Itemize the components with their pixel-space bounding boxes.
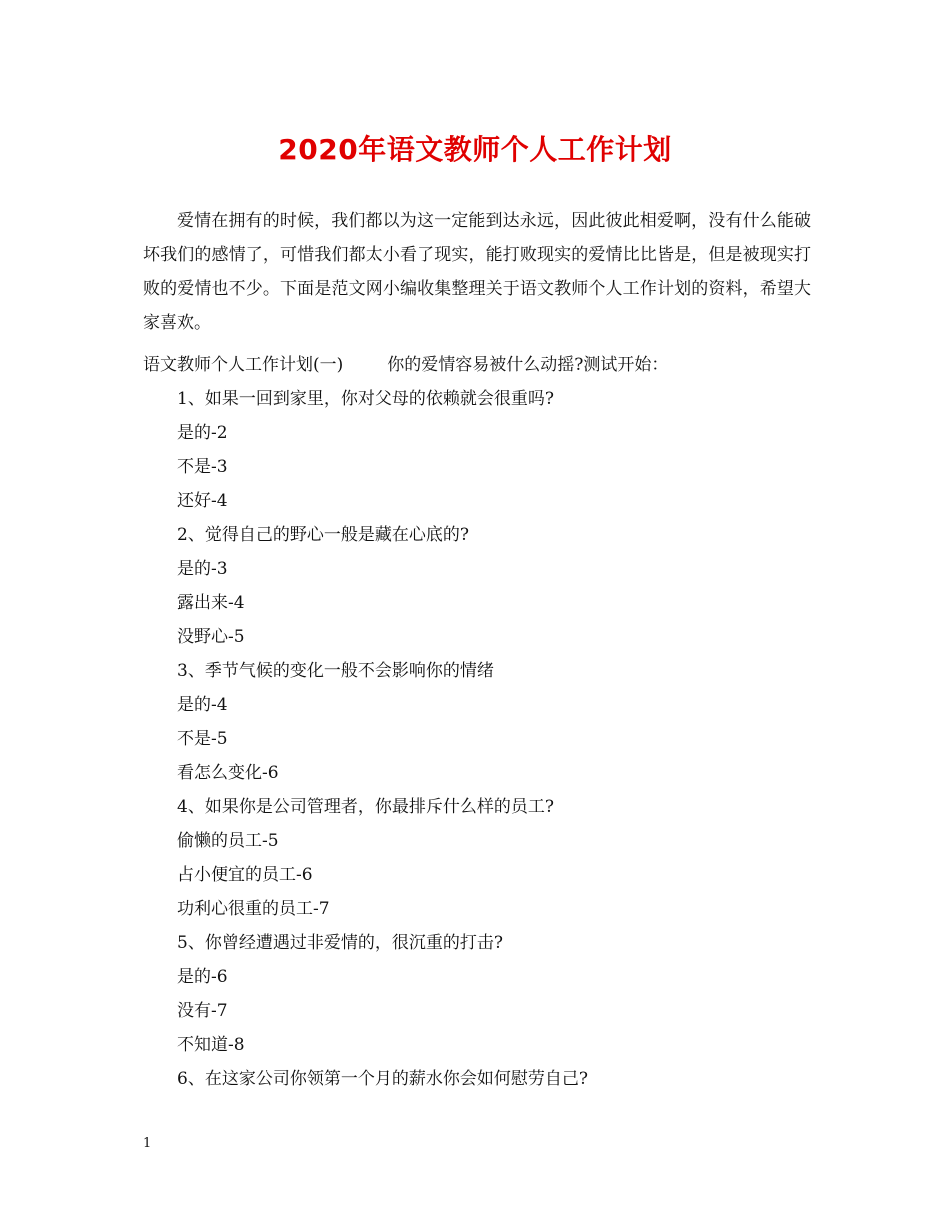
quiz-line: 5、你曾经遭遇过非爱情的，很沉重的打击? xyxy=(177,933,503,953)
quiz-line: 还好-4 xyxy=(177,491,228,511)
quiz-line: 不知道-8 xyxy=(177,1035,245,1055)
quiz-line: 是的-6 xyxy=(177,967,228,987)
section-subheading: 你的爱情容易被什么动摇?测试开始： xyxy=(387,355,669,375)
quiz-line: 6、在这家公司你领第一个月的薪水你会如何慰劳自己? xyxy=(177,1069,588,1089)
quiz-line: 2、觉得自己的野心一般是藏在心底的? xyxy=(177,525,469,545)
section-heading: 语文教师个人工作计划(一) xyxy=(143,355,344,375)
quiz-line: 3、季节气候的变化一般不会影响你的情绪 xyxy=(177,661,494,681)
quiz-line: 是的-2 xyxy=(177,423,228,443)
quiz-line: 1、如果一回到家里，你对父母的依赖就会很重吗? xyxy=(177,389,554,409)
quiz-line: 功利心很重的员工-7 xyxy=(177,899,330,919)
page-number: 1 xyxy=(143,1136,152,1151)
quiz-line: 偷懒的员工-5 xyxy=(177,831,279,851)
quiz-line: 是的-3 xyxy=(177,559,228,579)
quiz-line: 没野心-5 xyxy=(177,627,245,647)
quiz-line: 看怎么变化-6 xyxy=(177,763,279,783)
quiz-line: 露出来-4 xyxy=(177,593,245,613)
page-title: 2020年语文教师个人工作计划 xyxy=(278,133,672,166)
quiz-line: 占小便宜的员工-6 xyxy=(177,865,313,885)
quiz-line: 不是-3 xyxy=(177,457,228,477)
quiz-line: 是的-4 xyxy=(177,695,228,715)
quiz-line: 没有-7 xyxy=(177,1001,228,1021)
quiz-lines xyxy=(177,382,588,1096)
intro-paragraph: 爱情在拥有的时候，我们都以为这一定能到达永远，因此彼此相爱啊，没有什么能破坏我们的感情了，可惜我们都太小看了现实，能打败现实的爱情比比皆是，但是被现实打败的爱情也不少。下面是范文网小编收集整理关于语文教师个人工作计划的资料，希望大家喜欢。 xyxy=(143,211,811,333)
quiz-line: 不是-5 xyxy=(177,729,228,749)
quiz-line: 4、如果你是公司管理者，你最排斥什么样的员工? xyxy=(177,797,554,817)
section-heading-line xyxy=(143,348,668,382)
